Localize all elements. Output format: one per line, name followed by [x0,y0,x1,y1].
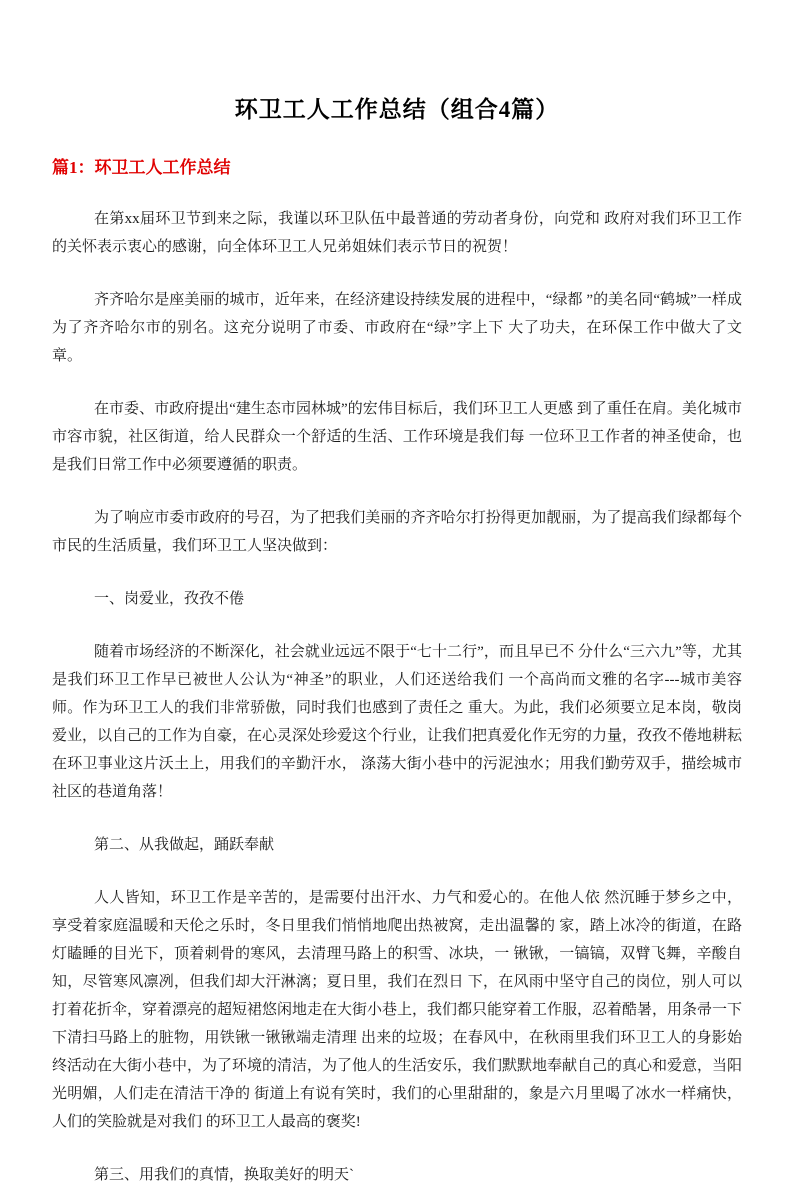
subheading-2: 第二、从我做起，踊跃奉献 [94,837,275,853]
paragraph-greeting: 在第xx届环卫节到来之际，我谨以环卫队伍中最普通的劳动者身份，向党和 政府对我们环卫工作的关怀表示衷心的感谢，向全体环卫工人兄弟姐妹们表示节日的祝贺！ [52,211,742,255]
paragraph-dedication: 随着市场经济的不断深化，社会就业远远不限于“七十二行”，而且早已不 分什么“三六九”等，尤其是我们环卫工作早已被世人公认为“神圣”的职业，人们还送给我们 一个高尚而文雅的名字---城市美容师。作为环卫工人的我们非常骄傲，同时我们也感到了责任之 重大。为此，我们必须要立足本岗，敬岗爱业，以自己的工作为自豪，在心灵深处珍爱这个行业，让我们把真爱化作无穷的力量，孜孜不倦地耕耘在环卫事业这片沃土上，用我们的辛勤汗水， 涤荡大街小巷中的污泥浊水；用我们勤劳双手，描绘城市社区的巷道角落！ [52,644,743,800]
document-title: 环卫工人工作总结（组合4篇） [234,97,560,122]
section-heading: 篇1：环卫工人工作总结 [52,158,231,177]
paragraph-city-intro: 齐齐哈尔是座美丽的城市，近年来，在经济建设持续发展的进程中，“绿都 ”的美名同“鹤城”一样成为了齐齐哈尔市的别名。这充分说明了市委、市政府在“绿”字上下 大了功夫，在环保工作中做大了文章。 [52,292,742,364]
paragraph-pledge: 为了响应市委市政府的号召，为了把我们美丽的齐齐哈尔打扮得更加靓丽，为了提高我们绿都每个市民的生活质量，我们环卫工人坚决做到： [52,510,742,554]
paragraph-hard-work: 人人皆知，环卫工作是辛苦的，是需要付出汗水、力气和爱心的。在他人依 然沉睡于梦乡之中，享受着家庭温暖和天伦之乐时，冬日里我们悄悄地爬出热被窝，走出温馨的 家，踏上冰冷的街道，在路灯瞌睡的目光下，顶着刺骨的寒风，去清理马路上的积雪、冰块，一 锹锹，一镐镐，双臂飞舞，辛酸自知，尽管寒风凛冽，但我们却大汗淋漓；夏日里，我们在烈日 下，在风雨中坚守自己的岗位，别人可以打着花折伞，穿着漂亮的超短裙悠闲地走在大街小巷上，我们都只能穿着工作服，忍着酷暑，用条帚一下下清扫马路上的脏物，用铁锹一锹锹端走清理 出来的垃圾；在春风中，在秋雨里我们环卫工人的身影始终活动在大街小巷中，为了环境的清洁，为了他人的生活安乐，我们默默地奉献自己的真心和爱意，当阳光明媚，人们走在清洁干净的 街道上有说有笑时，我们的心里甜甜的，象是六月里喝了冰水一样痛快，人们的笑脸就是对我们 的环卫工人最高的褒奖! [52,890,743,1130]
paragraph-mission: 在市委、市政府提出“建生态市园林城”的宏伟目标后，我们环卫工人更感 到了重任在肩。美化城市市容市貌，社区街道，给人民群众一个舒适的生活、工作环境是我们每 一位环卫工作者的神圣使命，也是我们日常工作中必须要遵循的职责。 [52,401,742,473]
subheading-1: 一、岗爱业，孜孜不倦 [94,591,245,607]
subheading-3: 第三、用我们的真情，换取美好的明天` [94,1167,354,1183]
